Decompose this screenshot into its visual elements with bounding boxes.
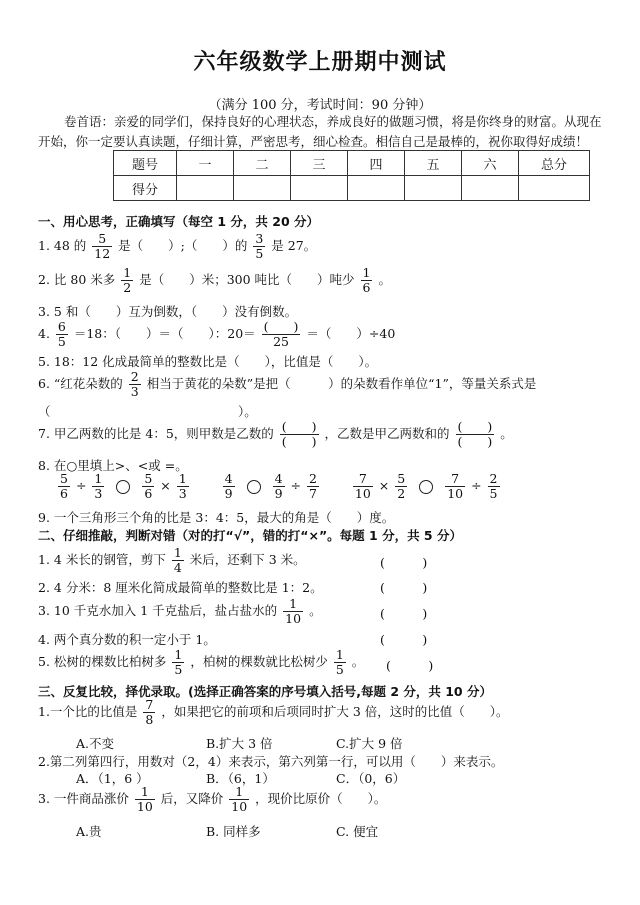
fraction: $\frac{1}{10}$ [136, 784, 153, 814]
q-text: 。 [351, 654, 365, 669]
fraction: $\frac{1}{10}$ [285, 596, 302, 626]
score-cell[interactable] [462, 176, 519, 201]
exam-info: （满分 100 分，考试时间：90 分钟） [208, 98, 432, 113]
score-table-header-row [114, 151, 590, 176]
option-a[interactable]: A.不变 [76, 736, 115, 751]
fraction: $\frac{2}{7}$ [308, 471, 317, 501]
score-header-cell: 六 [462, 151, 519, 176]
q1-5: 5. 18：12 化成最简单的整数比是（ ），比值是（ ）。 [38, 354, 378, 369]
operator: ÷ [75, 478, 87, 493]
q2-5 [38, 648, 364, 677]
intro-text: 卷首语：亲爱的同学们，保持良好的心理状态，养成良好的做题习惯，将是你终身的财富。从现在开始，你一定要认真读题，仔细计算，严密思考，细心检查。相信自己是最棒的，祝你取得好成绩！ [38, 114, 602, 149]
fraction: $\frac{6}{5}$ [57, 319, 66, 349]
q1-6-answer[interactable]: （ ）。 [38, 404, 257, 419]
q1-4 [38, 320, 395, 349]
score-row-label: 得分 [114, 176, 177, 201]
operator: ÷ [290, 478, 301, 493]
q-text: ＝18：（ ）＝（ ）：20＝ [73, 326, 256, 341]
q-text: 1.一个比的比值是 [38, 704, 138, 719]
q3-2: 2.第二列第四行，用数对（2，4）来表示，第六列第一行，可以用（ ）来表示。 [38, 754, 504, 769]
q-text: 后，又降价 [160, 791, 224, 806]
q-text: ＝（ ）÷40 [306, 326, 396, 341]
operator: × [378, 478, 390, 493]
operator: ÷ [471, 478, 482, 493]
q-text: 1. 48 的 [38, 238, 87, 253]
fraction: $\frac{7}{10}$ [354, 471, 371, 501]
q-text: ，如果把它的前项和后项同时扩大 3 倍，这时的比值（ ）。 [161, 704, 509, 719]
q-text: 6. “红花朵数的 [38, 376, 123, 391]
score-table-score-row [114, 176, 590, 201]
q-text: 。 [378, 272, 391, 287]
q1-6 [38, 370, 536, 399]
score-cell[interactable] [348, 176, 405, 201]
judge-bracket[interactable]: ( ) [380, 580, 428, 595]
q3-1 [38, 698, 509, 727]
fraction: $\frac{3}{5}$ [255, 231, 264, 261]
fraction: $\frac{1}{4}$ [173, 545, 182, 575]
fraction: $\frac{1}{10}$ [231, 784, 248, 814]
option-a[interactable]: A.贵 [76, 824, 102, 839]
q-text: ，乙数是甲乙两数和的 [324, 426, 450, 441]
q-text: 。 [500, 426, 513, 441]
option-c[interactable]: C. 便宜 [336, 824, 379, 839]
score-cell[interactable] [405, 176, 462, 201]
fraction: $\frac{5}{6}$ [60, 471, 68, 501]
fraction: $\frac{1}{5}$ [174, 647, 183, 677]
fraction: $\frac{7}{8}$ [145, 697, 154, 727]
q-text: 1. 4 米长的钢管，剪下 [38, 552, 166, 567]
fraction-blank[interactable]: $\frac{( )}{25}$ [263, 319, 299, 349]
fraction: $\frac{5}{6}$ [144, 471, 153, 501]
q1-1 [38, 232, 316, 261]
score-header-cell: 题号 [114, 151, 177, 176]
score-cell[interactable] [291, 176, 348, 201]
q-text: 。 [309, 603, 322, 618]
q-text: ，柏树的棵数就比松树少 [190, 654, 328, 669]
q-text: 是（ ）;（ ）的 [118, 238, 248, 253]
score-cell[interactable] [519, 176, 590, 201]
page-title: 六年级数学上册期中测试 [193, 50, 447, 75]
q2-1 [38, 546, 306, 575]
judge-bracket[interactable]: ( ) [386, 658, 434, 673]
q1-3: 3. 5 和（ ）互为倒数，（ ）没有倒数。 [38, 304, 298, 319]
q1-8: 8. 在○里填上>、<或 =。 [38, 458, 188, 473]
fraction-blank[interactable]: $\frac{( )}{( )}$ [457, 419, 493, 449]
q-number: 4. [38, 326, 50, 341]
option-b[interactable]: B.扩大 3 倍 [206, 736, 273, 751]
section-3-title: 三、反复比较，择优录取。(选择正确答案的序号填入括号,每题 2 分，共 10 分） [38, 684, 492, 699]
section-2-title: 二、仔细推敲，判断对错（对的打“√”，错的打“×”。每题 1 分，共 5 分） [38, 528, 462, 543]
score-header-cell: 五 [405, 151, 462, 176]
option-b[interactable]: B. 同样多 [206, 824, 261, 839]
judge-bracket[interactable]: ( ) [380, 555, 428, 570]
fraction: $\frac{1}{6}$ [362, 265, 371, 295]
option-a[interactable]: A．（1，6 ） [76, 771, 149, 786]
fraction: $\frac{1}{3}$ [178, 471, 187, 501]
fraction: $\frac{7}{10}$ [447, 471, 464, 501]
q1-2 [38, 266, 391, 295]
option-c[interactable]: C．（0，6） [336, 771, 406, 786]
section-1-title: 一、用心思考，正确填写（每空 1 分，共 20 分） [38, 214, 320, 229]
q3-1-options [76, 734, 466, 752]
option-b[interactable]: B．（6，1） [206, 771, 275, 786]
fraction: $\frac{5}{2}$ [397, 471, 406, 501]
score-header-cell: 二 [234, 151, 291, 176]
q-text: 是（ ）米；300 吨比（ ）吨少 [139, 272, 355, 287]
fraction: $\frac{5}{12}$ [94, 231, 111, 261]
score-table [113, 150, 590, 201]
operator: × [160, 478, 171, 493]
fraction: $\frac{1}{2}$ [123, 265, 132, 295]
compare-circle[interactable] [116, 480, 130, 494]
compare-circle[interactable] [247, 480, 261, 494]
fraction: $\frac{2}{3}$ [130, 369, 139, 399]
q-text: 相当于黄花的朵数”是把（ ）的朵数看作单位“1”，等量关系式是 [146, 376, 537, 391]
compare-circle[interactable] [419, 480, 433, 494]
fraction: $\frac{4}{9}$ [224, 471, 233, 501]
q2-2: 2. 4 分米：8 厘米化简成最简单的整数比是 1：2。 [38, 580, 323, 595]
q2-3 [38, 597, 322, 626]
q-text: 是 27。 [271, 238, 317, 253]
q-text: 5. 松树的棵数比柏树多 [38, 654, 167, 669]
judge-bracket[interactable]: ( ) [380, 632, 428, 647]
score-header-cell: 三 [291, 151, 348, 176]
q-text: 7. 甲乙两数的比是 4：5，则甲数是乙数的 [38, 426, 274, 441]
q3-3-options [76, 822, 466, 840]
judge-bracket[interactable]: ( ) [380, 606, 428, 621]
q-text: 3. 一件商品涨价 [38, 791, 129, 806]
score-cell[interactable] [177, 176, 234, 201]
score-header-cell: 总分 [519, 151, 590, 176]
fraction-blank[interactable]: $\frac{( )}{( )}$ [281, 419, 317, 449]
fraction: $\frac{2}{5}$ [489, 471, 498, 501]
q-text: 3. 10 千克水加入 1 千克盐后，盐占盐水的 [38, 603, 278, 618]
score-header-cell: 一 [177, 151, 234, 176]
q-text: 2. 比 80 米多 [38, 272, 116, 287]
q1-7 [38, 420, 513, 449]
score-cell[interactable] [234, 176, 291, 201]
fraction: $\frac{4}{9}$ [274, 471, 283, 501]
q2-4: 4. 两个真分数的积一定小于 1。 [38, 632, 216, 647]
score-header-cell: 四 [348, 151, 405, 176]
q1-8-expressions [56, 472, 502, 501]
q3-3 [38, 785, 386, 814]
q-text: ，现价比原价（ ）。 [255, 791, 387, 806]
fraction: $\frac{1}{5}$ [335, 647, 344, 677]
q-text: 米后，还剩下 3 米。 [189, 552, 306, 567]
option-c[interactable]: C.扩大 9 倍 [336, 736, 403, 751]
fraction: $\frac{1}{3}$ [94, 471, 103, 501]
q1-9: 9. 一个三角形三个角的比是 3：4：5，最大的角是（ ）度。 [38, 510, 395, 525]
